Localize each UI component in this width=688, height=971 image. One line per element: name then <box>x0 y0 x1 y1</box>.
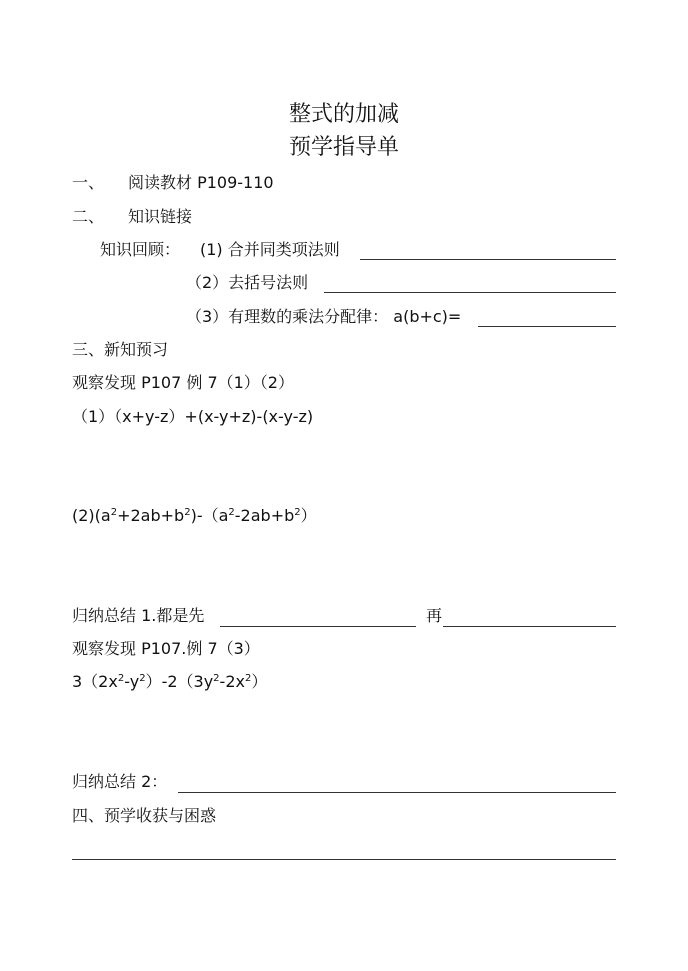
summary-2-label: 归纳总结 2： <box>72 772 168 791</box>
review-label: 知识回顾： <box>100 240 181 259</box>
review-item-3: （3）有理数的乘法分配律： a(b+c)= <box>186 307 462 326</box>
review-item-2: （2）去括号法则 <box>186 273 309 292</box>
blank-summary-1a[interactable] <box>220 626 416 627</box>
observe-2: 观察发现 P107.例 7（3） <box>72 639 260 658</box>
review-item-1: (1) 合并同类项法则 <box>200 240 340 259</box>
blank-summary-1b[interactable] <box>443 626 616 627</box>
section-3-heading: 三、新知预习 <box>72 340 169 359</box>
expression-3: $3(2x^2-y^2)-2(3y^2-2x^2)$ <box>72 672 268 691</box>
expression-1: （1）（x+y-z）+(x-y+z)-(x-y-z) <box>72 407 314 426</box>
blank-item-1[interactable] <box>360 259 616 260</box>
section-4-heading: 四、预学收获与困惑 <box>72 806 217 825</box>
section-2-number: 二、 <box>72 207 105 226</box>
blank-item-2[interactable] <box>324 292 616 293</box>
page-title: 整式的加减 <box>288 102 399 127</box>
page-subtitle: 预学指导单 <box>288 135 399 160</box>
section-2-text: 知识链接 <box>128 207 193 226</box>
observe-1: 观察发现 P107 例 7（1）（2） <box>72 373 294 392</box>
blank-summary-2[interactable] <box>178 792 616 793</box>
section-1-number: 一、 <box>72 173 105 192</box>
summary-1-prefix: 归纳总结 1.都是先 <box>72 606 205 625</box>
section-1-text: 阅读教材 P109-110 <box>128 173 274 192</box>
blank-reflection[interactable] <box>72 859 616 860</box>
summary-1-mid: 再 <box>426 606 443 625</box>
blank-item-3[interactable] <box>478 326 616 327</box>
expression-2: $(2)(a^2+2ab+b^2)-(a^2-2ab+b^2)$ <box>72 506 317 525</box>
